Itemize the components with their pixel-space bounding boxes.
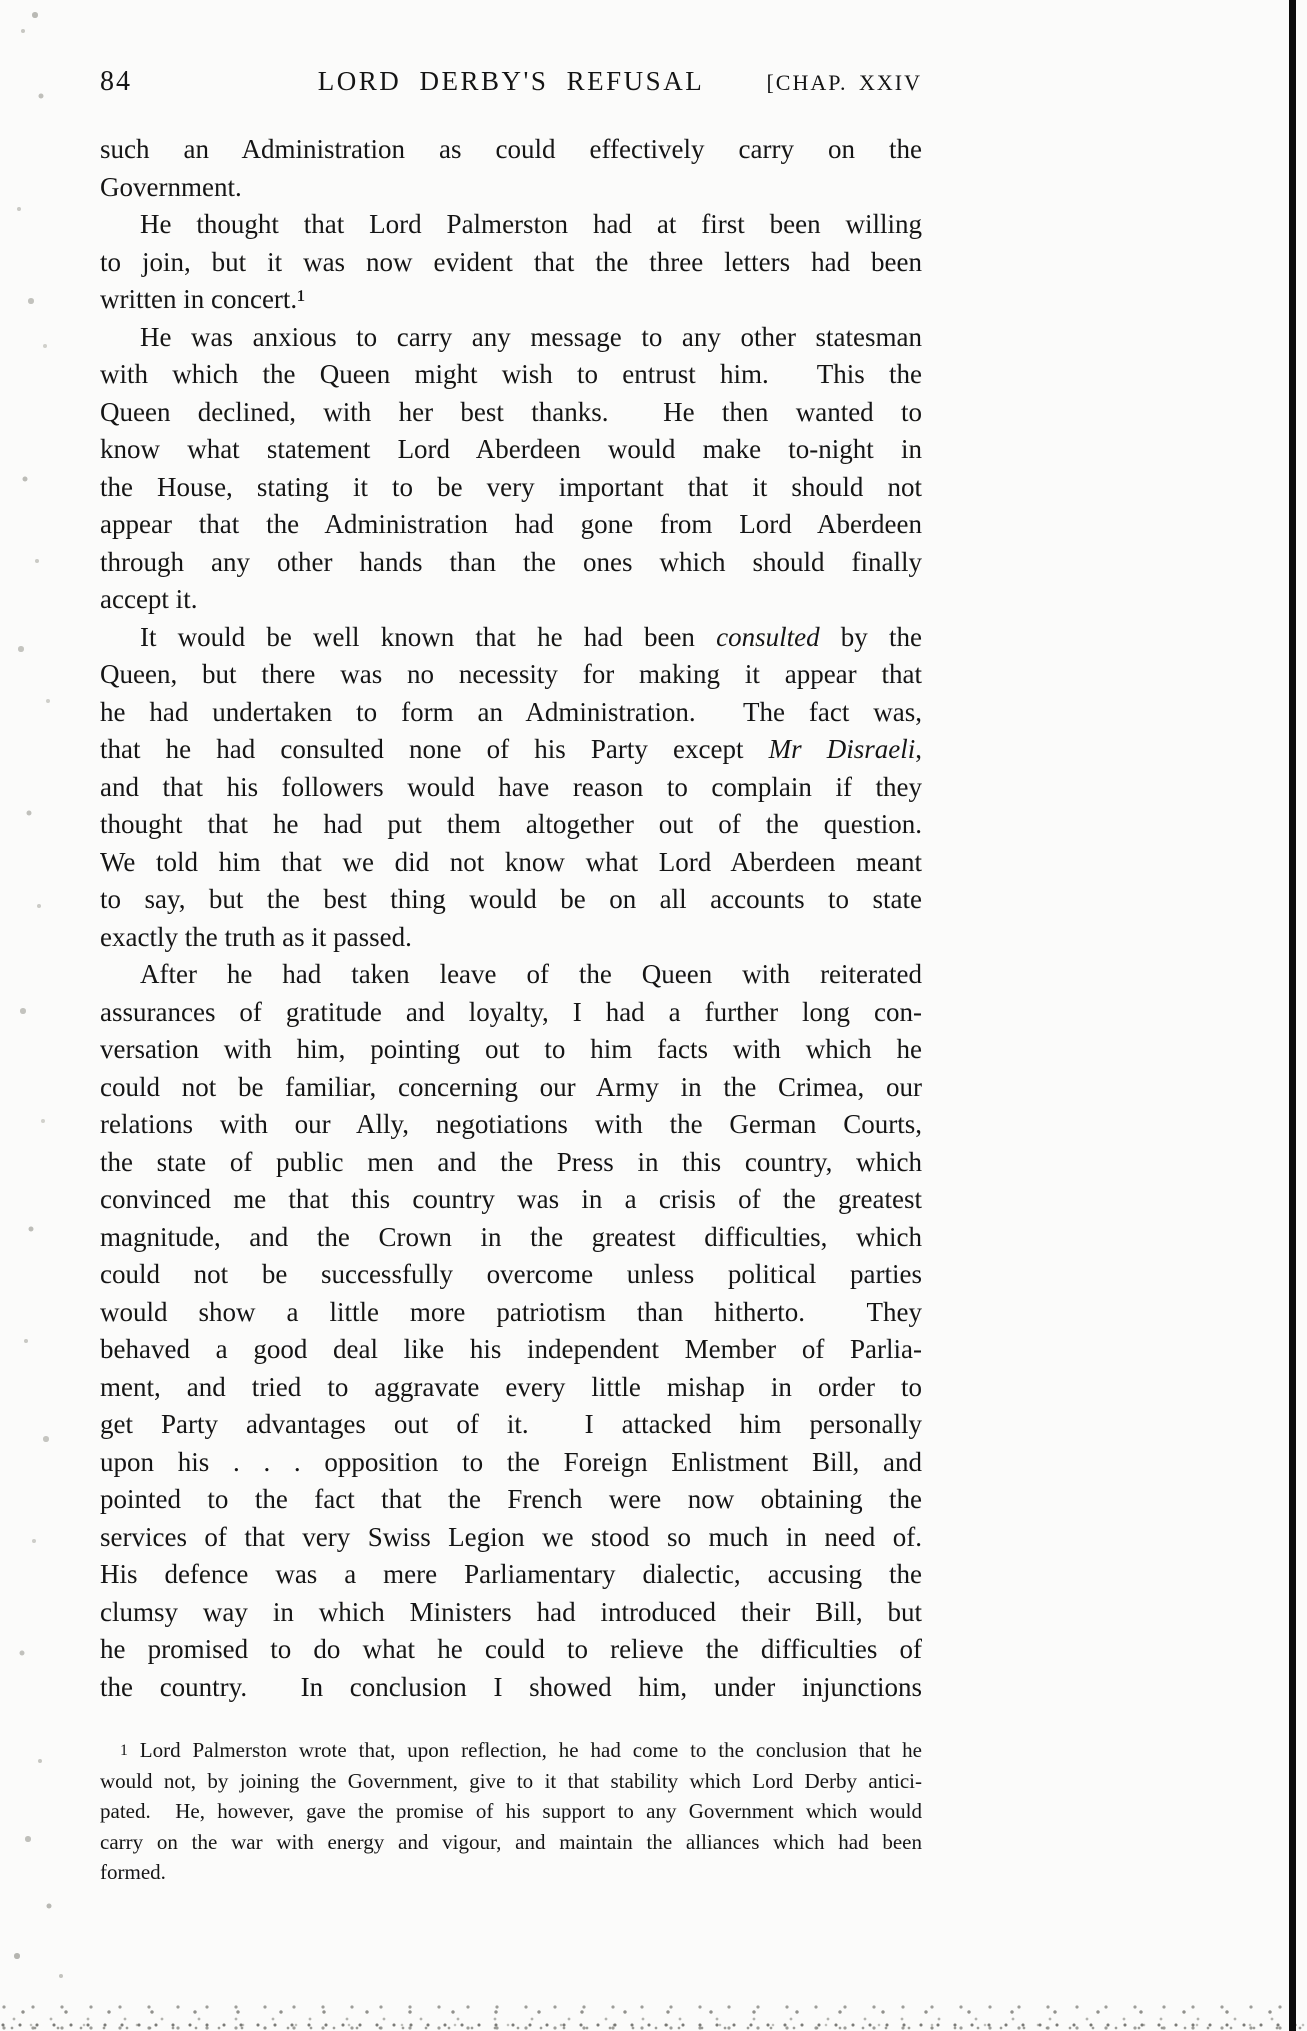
text-line <box>100 1481 922 1519</box>
text-segment: He was anxious to carry any message to any other statesman <box>140 321 922 352</box>
text-line <box>100 994 922 1032</box>
text-line <box>100 581 922 619</box>
text-segment: could not be successfully overcome unless political parties <box>100 1259 922 1289</box>
text-segment: the House, stating it to be very important that it should not <box>100 471 922 502</box>
text-segment: convinced me that this country was in a crisis of the greatest <box>100 1184 922 1214</box>
text-line <box>100 1106 922 1144</box>
text-segment: written in concert.¹ <box>100 284 306 314</box>
text-segment: carry on the war with energy and vigour, and maintain the alliances which had been <box>100 1829 922 1854</box>
text-segment: exactly the truth as it passed. <box>100 921 412 952</box>
text-segment: to join, but it was now evident that the three letters had been <box>100 246 922 277</box>
page-number: 84 <box>100 66 132 97</box>
text-line <box>100 1594 922 1632</box>
text-line <box>100 544 922 582</box>
text-segment: 1 <box>120 1742 128 1759</box>
text-line <box>100 469 922 507</box>
text-segment: that he had consulted none of his Party except <box>100 734 769 764</box>
text-segment: appear that the Administration had gone from Lord Aberdeen <box>100 509 922 539</box>
text-line <box>100 806 922 844</box>
text-segment: get Party advantages out of it. I attacked him personally <box>100 1409 922 1439</box>
text-line <box>100 1631 922 1669</box>
text-segment: he had undertaken to form an Administration. The fact was, <box>100 696 922 727</box>
text-line <box>100 506 922 544</box>
text-segment: services of that very Swiss Legion we stood so much in need of. <box>100 1521 922 1552</box>
text-segment: pointed to the fact that the French were now obtaining the <box>100 1484 922 1514</box>
italic-text: consulted <box>716 621 820 652</box>
text-line <box>100 1181 922 1219</box>
text-segment: by the <box>819 621 922 652</box>
text-segment: Government. <box>100 171 242 202</box>
text-line <box>100 1556 922 1594</box>
text-line <box>100 1766 922 1797</box>
text-line <box>100 1294 922 1332</box>
text-segment: magnitude, and the Crown in the greatest difficulties, which <box>100 1221 922 1252</box>
text-segment: would not, by joining the Government, give to it that stability which Lord Derby antici- <box>100 1768 922 1793</box>
text-line <box>100 244 922 282</box>
text-segment: the state of public men and the Press in this country, which <box>100 1146 922 1177</box>
text-segment: to say, but the best thing would be on all accounts to state <box>100 884 922 914</box>
text-line <box>100 1669 922 1707</box>
text-line <box>100 356 922 394</box>
text-line <box>100 1796 922 1827</box>
footnote <box>100 1735 922 1888</box>
text-segment: relations with our Ally, negotiations with the German Courts, <box>100 1109 922 1139</box>
body-text <box>100 131 922 1706</box>
text-line <box>100 656 922 694</box>
text-segment: It would be well known that he had been <box>140 621 717 652</box>
italic-text: Mr Disraeli <box>768 734 916 764</box>
text-segment: through any other hands than the ones which should finally <box>100 546 922 577</box>
text-segment: clumsy way in which Ministers had introduced their Bill, but <box>100 1596 922 1627</box>
text-segment: would show a little more patriotism than hitherto. They <box>100 1296 922 1327</box>
text-line <box>100 619 922 657</box>
text-line <box>100 169 922 207</box>
text-segment: know what statement Lord Aberdeen would make to-night in <box>100 434 922 464</box>
text-line <box>100 1519 922 1557</box>
text-line <box>100 1031 922 1069</box>
text-line <box>100 1069 922 1107</box>
text-segment: pated. He, however, gave the promise of his support to any Government which would <box>100 1799 922 1823</box>
text-line <box>100 956 922 994</box>
text-segment: Queen declined, with her best thanks. He then wanted to <box>100 396 922 427</box>
text-line <box>100 1827 922 1858</box>
text-line <box>100 881 922 919</box>
running-title: LORD DERBY'S REFUSAL <box>317 66 705 96</box>
text-segment: Queen, but there was no necessity for making it appear that <box>100 659 922 689</box>
text-line <box>100 206 922 244</box>
chapter-ref: [CHAP. XXIV <box>766 70 922 95</box>
text-segment: could not be familiar, concerning our Army in the Crimea, our <box>100 1071 922 1102</box>
text-line <box>100 1369 922 1407</box>
text-line <box>100 919 922 957</box>
scan-noise-bottom-edge <box>0 2021 1307 2031</box>
scan-edge-line <box>1289 0 1296 2031</box>
text-line <box>100 1331 922 1369</box>
text-line <box>100 1256 922 1294</box>
text-segment: accept it. <box>100 584 198 614</box>
text-line <box>100 394 922 432</box>
text-line <box>100 769 922 807</box>
text-segment: He thought that Lord Palmerston had at first been willing <box>140 209 922 239</box>
page-header <box>100 66 922 98</box>
text-segment: Lord Palmerston wrote that, upon reflection, he had come to the conclusion that he <box>127 1738 922 1762</box>
text-line <box>100 731 922 769</box>
text-segment: versation with him, pointing out to him facts with which he <box>100 1034 922 1064</box>
text-segment: After he had taken leave of the Queen with reiterated <box>140 959 922 989</box>
text-segment: with which the Queen might wish to entrust him. This the <box>100 359 922 389</box>
scan-noise-left <box>0 0 2 2</box>
text-line <box>100 1444 922 1482</box>
text-line <box>100 1735 922 1766</box>
text-segment: thought that he had put them altogether out of the question. <box>100 809 922 839</box>
text-line <box>100 1144 922 1182</box>
text-segment: and that his followers would have reason to complain if they <box>100 771 922 802</box>
text-segment: , <box>915 734 922 764</box>
text-line <box>100 1406 922 1444</box>
text-segment: he promised to do what he could to relieve the difficulties of <box>100 1634 922 1664</box>
text-line <box>100 281 922 319</box>
text-segment: the country. In conclusion I showed him, under injunctions <box>100 1671 922 1702</box>
text-segment: His defence was a mere Parliamentary dialectic, accusing the <box>100 1559 922 1589</box>
text-line <box>100 131 922 169</box>
text-line <box>100 694 922 732</box>
text-segment: such an Administration as could effectively carry on the <box>100 134 922 164</box>
text-segment: We told him that we did not know what Lord Aberdeen meant <box>100 846 922 877</box>
text-segment: ment, and tried to aggravate every little mishap in order to <box>100 1371 922 1402</box>
text-line <box>100 431 922 469</box>
text-segment: behaved a good deal like his independent Member of Parlia- <box>100 1334 922 1364</box>
text-line <box>100 844 922 882</box>
text-line <box>100 1857 922 1888</box>
text-segment: upon his . . . opposition to the Foreign Enlistment Bill, and <box>100 1446 922 1477</box>
text-line <box>100 1219 922 1257</box>
text-segment: formed. <box>100 1860 166 1884</box>
text-segment: assurances of gratitude and loyalty, I had a further long con- <box>100 996 922 1027</box>
text-line <box>100 319 922 357</box>
